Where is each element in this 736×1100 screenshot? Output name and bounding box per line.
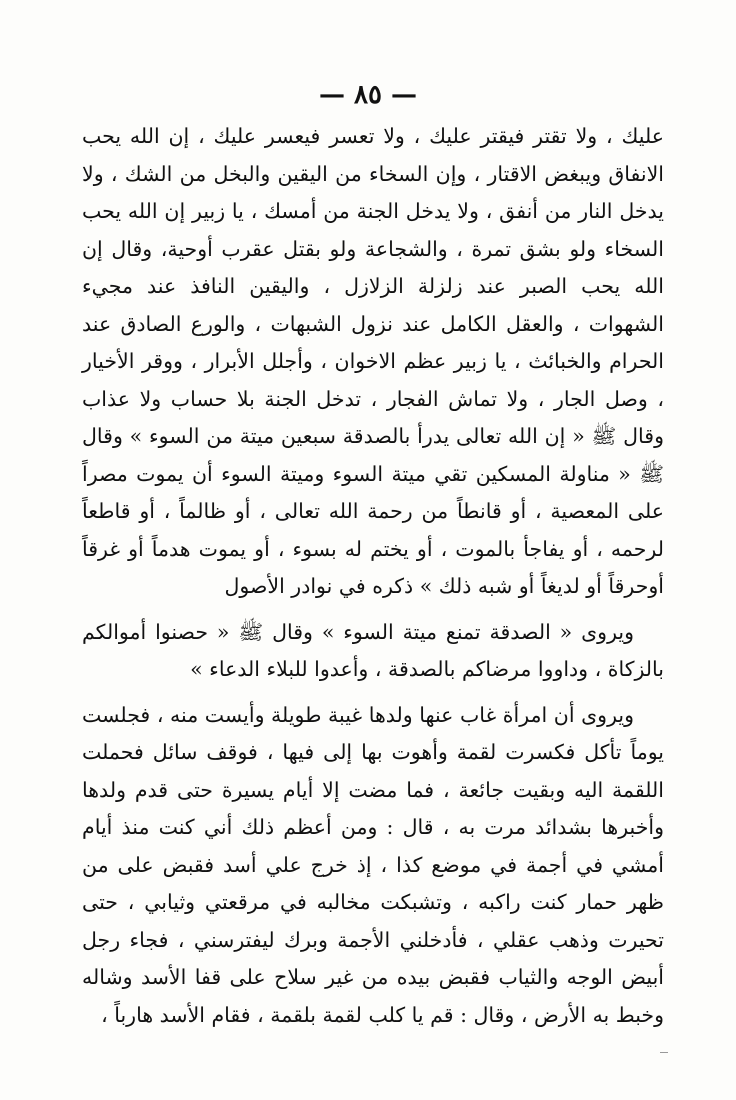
paragraph-3: ويروى أن امرأة غاب عنها ولدها غيبة طويلة وأيست منه ، فجلست يوماً تأكل فكسرت لقمة وأهوت بها إلى فيها ، فوقف سائل فحملت اللقمة اليه وبقيت جائعة ، فما مضت إلا أيام يسيرة حتى قدم ولدها وأخبرها بشدائد مرت به ، قال : ومن أعظم ذلك أني كنت منذ أيام أمشي في أجمة في موضع كذا ، إذ خرج علي أسد فقبض على من ظهر حمار كنت راكبه ، وتشبكت مخالبه في مرقعتي وثيابي ، حتى تحيرت وذهب عقلي ، فأدخلني الأجمة وبرك ليفترسني ، فجاء رجل أبيض الوجه والثياب فقبض بيده من غير سلاح على قفا الأسد وشاله وخبط به الأرض ، وقال : قم يا كلب لقمة بلقمة ، فقام الأسد هارباً ، [82, 702, 664, 1027]
page-edge-mark [660, 1052, 668, 1053]
paragraph-1: عليك ، ولا تقتر فيقتر عليك ، ولا تعسر فيعسر عليك ، إن الله يحب الانفاق ويبغض الاقتار ، وإن السخاء من اليقين والبخل من الشك ، ولا يدخل النار من أنفق ، ولا يدخل الجنة من أمسك ، يا زبير إن الله يحب السخاء ولو بشق تمرة ، والشجاعة ولو بقتل عقرب أوحية، وقال إن الله يحب الصبر عند زلزلة الزلازل ، واليقين النافذ عند مجيء الشهوات ، والعقل الكامل عند نزول الشبهات ، والورع الصادق عند الحرام والخبائث ، يا زبير عظم الاخوان ، وأجلل الأبرار ، ووقر الأخيار ، وصل الجار ، ولا تماش الفجار ، تدخل الجنة بلا حساب ولا عذاب وقال ﷺ « إن الله تعالى يدرأ بالصدقة سبعين ميتة من السوء » وقال ﷺ « مناولة المسكين تقي ميتة السوء وميتة السوء أن يموت مصراً على المعصية ، أو قانطاً من رحمة الله تعالى ، أو ظالماً ، أو قاطعاً لرحمه ، أو يفاجأ بالموت ، أو يختم له بسوء ، أو يموت هدماً أو غرقاً أوحرقاً أو لديغاً أو شبه ذلك » ذكره في نوادر الأصول [82, 124, 664, 598]
body-text [82, 118, 664, 1034]
page-number: — ٨٥ — [318, 80, 418, 110]
paragraph-2: ويروى « الصدقة تمنع ميتة السوء » وقال ﷺ « حصنوا أموالكم بالزكاة ، وداووا مرضاكم بالصدقة ، وأعدوا للبلاء الدعاء » [82, 619, 664, 681]
